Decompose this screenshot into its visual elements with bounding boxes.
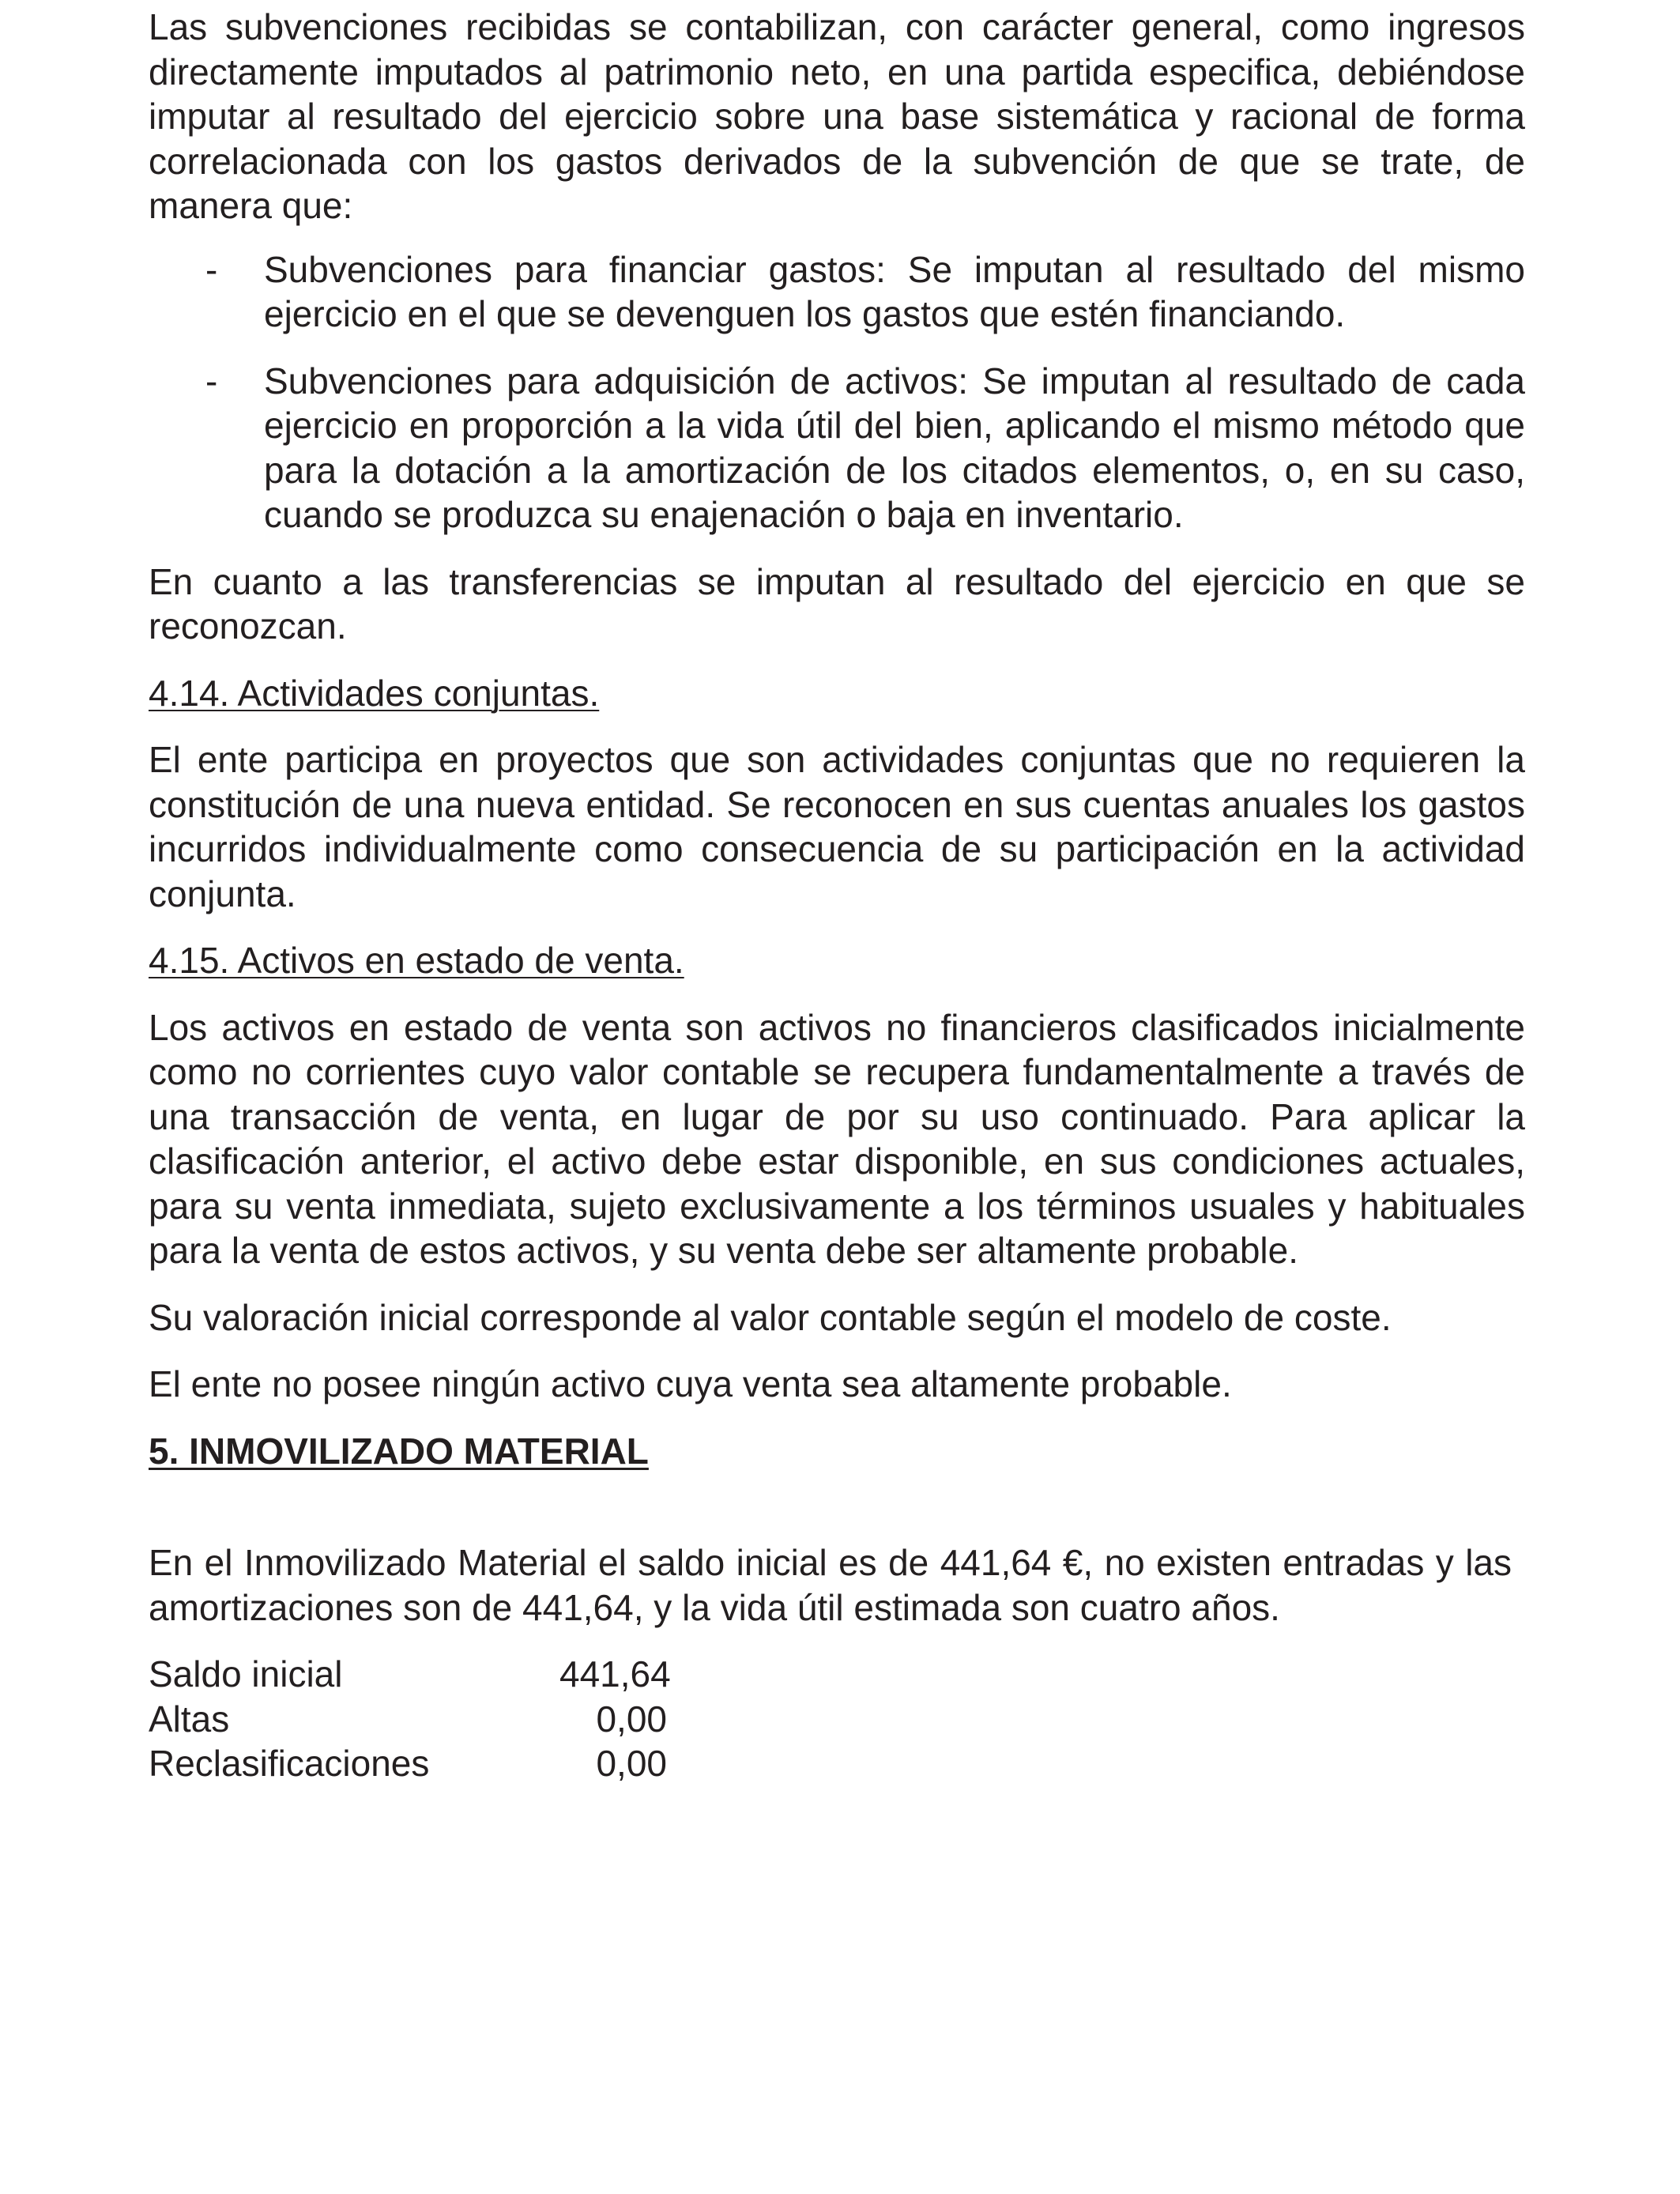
section-heading-4-14: 4.14. Actividades conjuntas.: [149, 672, 600, 714]
balance-table: [149, 1652, 1525, 1786]
transfers-paragraph: En cuanto a las transferencias se imputan al resultado del ejercicio en que se reconozcan.: [149, 560, 1525, 647]
intro-paragraph: Las subvenciones recibidas se contabilizan, con carácter general, como ingresos directamente imputados al patrimonio neto, en una partida especifica, debiéndose imputar al resultado del ejercicio sobre una base sistemática y racional de forma correlacionada con los gastos derivados de la subvención de que se trate, de manera que:: [149, 6, 1525, 226]
table-row-value: 441,64: [559, 1653, 671, 1695]
section-4-15-paragraph: Los activos en estado de venta son activos no financieros clasificados inicialmente como no corrientes cuyo valor contable se recupera fundamentalmente a través de una transacción de venta, en lugar de por su uso continuado. Para aplicar la clasificación anterior, el activo debe estar disponible, en sus condiciones actuales, para su venta inmediata, sujeto exclusivamente a los términos usuales y habituales para la venta de estos activos, y su venta debe ser altamente probable.: [149, 1006, 1525, 1271]
bullet-item: [149, 359, 1525, 537]
table-row: [149, 1652, 1525, 1697]
table-row-label: Saldo inicial: [149, 1653, 343, 1695]
bullet-item: [149, 247, 1525, 337]
section-4-14-paragraph: El ente participa en proyectos que son actividades conjuntas que no requieren la constitución de una nueva entidad. Se reconocen en sus cuentas anuales los gastos incurridos individualmente como consecuencia de su participación en la actividad conjunta.: [149, 739, 1525, 914]
document-page: [149, 5, 1525, 1786]
table-row-value: 0,00: [596, 1698, 667, 1740]
bullet-text: Subvenciones para adquisición de activos: Se imputan al resultado de cada ejercicio en proporción a la vida útil del bien, aplicando el mismo método que para la dotación a la amortización de los citados elementos, o, en su caso, cuando se produzca su enajenación o baja en inventario.: [264, 360, 1525, 535]
table-row-label: Altas: [149, 1698, 230, 1740]
section-heading-4-15: 4.15. Activos en estado de venta.: [149, 940, 684, 981]
no-assets-paragraph: El ente no posee ningún activo cuya venta sea altamente probable.: [149, 1363, 1232, 1404]
table-row-value: 0,00: [596, 1743, 667, 1784]
valuation-paragraph: Su valoración inicial corresponde al valor contable según el modelo de coste.: [149, 1296, 1392, 1338]
table-row-label: Reclasificaciones: [149, 1743, 430, 1784]
section-heading-5: 5. INMOVILIZADO MATERIAL: [149, 1430, 649, 1472]
bullet-list: [149, 247, 1525, 537]
bullet-text: Subvenciones para financiar gastos: Se imputan al resultado del mismo ejercicio en el que se devenguen los gastos que estén financiando.: [264, 248, 1525, 334]
table-row: [149, 1697, 1525, 1742]
bullet-dash: -: [205, 248, 218, 290]
section-5-paragraph: En el Inmovilizado Material el saldo inicial es de 441,64 €, no existen entradas y las amortizaciones son de 441,64, y la vida útil estimada son cuatro años.: [149, 1542, 1512, 1628]
bullet-dash: -: [205, 360, 218, 401]
table-row: [149, 1741, 1525, 1786]
